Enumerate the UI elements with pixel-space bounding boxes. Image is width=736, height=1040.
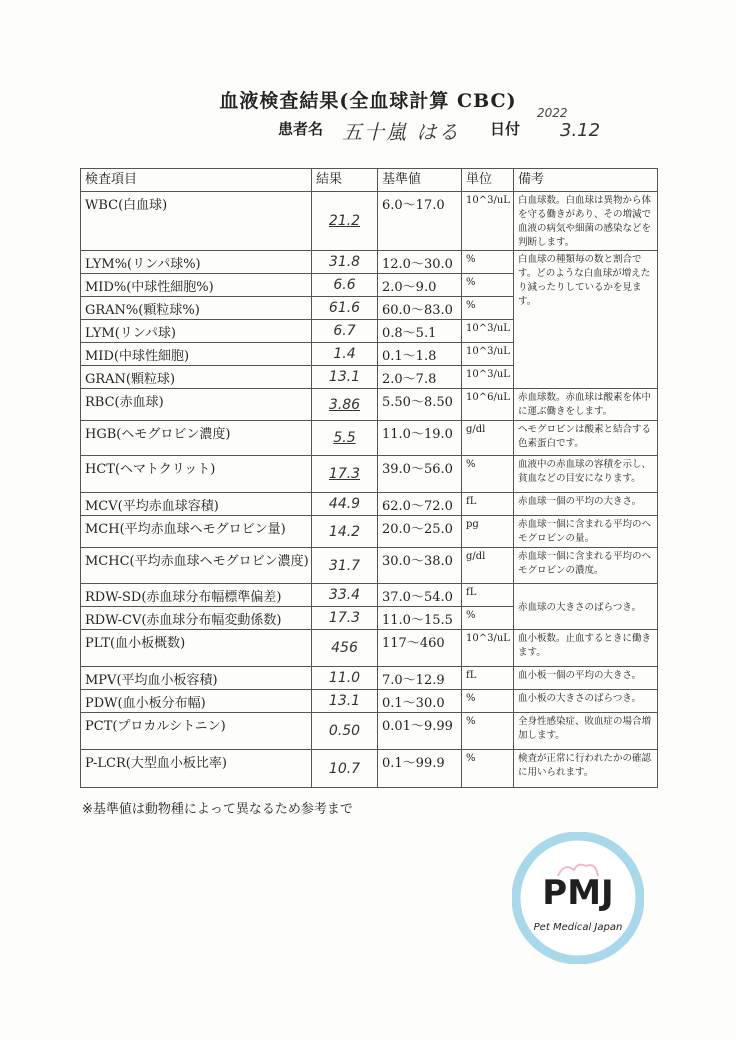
- result-cell: 11.0: [312, 667, 378, 690]
- result-value: 17.3: [328, 466, 361, 482]
- unit-cell: fL: [462, 584, 514, 607]
- date-year: 2022: [537, 106, 568, 120]
- item-cell: MID%(中球性細胞%): [81, 274, 312, 297]
- range-cell: 0.1～99.9: [378, 750, 462, 788]
- patient-name: 五十嵐 はる: [342, 120, 461, 144]
- unit-cell: %: [462, 456, 514, 493]
- result-cell: [312, 456, 378, 493]
- result-cell: 61.6: [312, 297, 378, 320]
- table-row: [81, 192, 658, 251]
- result-cell: 456: [312, 630, 378, 667]
- date-month-day: 3.12: [560, 120, 601, 141]
- result-cell: 31.7: [312, 548, 378, 584]
- unit-cell: 10^3/uL: [462, 320, 514, 343]
- result-value: 3.86: [328, 396, 361, 413]
- note-cell: 血液中の赤血球の容積を示し、貧血などの目安になります。: [514, 456, 658, 493]
- result-cell: 17.3: [312, 607, 378, 630]
- header-result: 結果: [312, 169, 378, 192]
- note-cell: 赤血球の大きさのばらつき。: [514, 584, 658, 630]
- item-cell: PLT(血小板概数): [81, 630, 312, 667]
- unit-cell: %: [462, 690, 514, 713]
- result-cell: [312, 192, 378, 251]
- table-row: [81, 421, 658, 456]
- table-row: [81, 584, 658, 607]
- note-cell: 白血球の種類毎の数と割合です。どのような白血球が増えたり減ったりしているかを見ます。: [514, 251, 658, 389]
- table-row: [81, 516, 658, 548]
- note-cell: ヘモグロビンは酸素と結合する色素蛋白です。: [514, 421, 658, 456]
- unit-cell: %: [462, 713, 514, 750]
- item-cell: MPV(平均血小板容積): [81, 667, 312, 690]
- item-cell: PCT(プロカルシトニン): [81, 713, 312, 750]
- unit-cell: %: [462, 297, 514, 320]
- unit-cell: g/dl: [462, 548, 514, 584]
- note-cell: 全身性感染症、敗血症の場合増加します。: [514, 713, 658, 750]
- range-cell: 117～460: [378, 630, 462, 667]
- table-row: [81, 493, 658, 516]
- header-note: 備考: [514, 169, 658, 192]
- range-cell: 6.0～17.0: [378, 192, 462, 251]
- result-cell: 33.4: [312, 584, 378, 607]
- note-cell: 血小板一個の平均の大きさ。: [514, 667, 658, 690]
- header-unit: 単位: [462, 169, 514, 192]
- result-cell: 6.6: [312, 274, 378, 297]
- result-cell: 0.50: [312, 713, 378, 750]
- item-cell: MCHC(平均赤血球ヘモグロビン濃度): [81, 548, 312, 584]
- unit-cell: 10^3/uL: [462, 630, 514, 667]
- item-cell: MCH(平均赤血球ヘモグロビン量): [81, 516, 312, 548]
- header-item: 検査項目: [81, 169, 312, 192]
- range-cell: 11.0～19.0: [378, 421, 462, 456]
- range-cell: 39.0～56.0: [378, 456, 462, 493]
- result-value: 21.2: [328, 213, 361, 229]
- table-row: [81, 690, 658, 713]
- result-cell: [312, 421, 378, 456]
- unit-cell: %: [462, 274, 514, 297]
- unit-cell: 10^6/uL: [462, 389, 514, 421]
- range-cell: 2.0～7.8: [378, 366, 462, 389]
- item-cell: HCT(ヘマトクリット): [81, 456, 312, 493]
- note-cell: 白血球数。白血球は異物から体を守る働きがあり、その増減で血液の病気や細菌の感染などを判断します。: [514, 192, 658, 251]
- unit-cell: 10^3/uL: [462, 192, 514, 251]
- reference-footnote: ※基準値は動物種によって異なるため参考まで: [82, 802, 353, 817]
- range-cell: 12.0～30.0: [378, 251, 462, 274]
- item-cell: RDW-SD(赤血球分布幅標準偏差): [81, 584, 312, 607]
- result-cell: 14.2: [312, 516, 378, 548]
- range-cell: 0.01～9.99: [378, 713, 462, 750]
- unit-cell: %: [462, 251, 514, 274]
- unit-cell: fL: [462, 667, 514, 690]
- range-cell: 2.0～9.0: [378, 274, 462, 297]
- range-cell: 11.0～15.5: [378, 607, 462, 630]
- table-header-row: [81, 169, 658, 192]
- range-cell: 60.0～83.0: [378, 297, 462, 320]
- item-cell: PDW(血小板分布幅): [81, 690, 312, 713]
- unit-cell: pg: [462, 516, 514, 548]
- result-value: 5.5: [333, 430, 356, 446]
- table-row: [81, 251, 658, 274]
- result-cell: 10.7: [312, 750, 378, 788]
- table-row: [81, 667, 658, 690]
- result-cell: 13.1: [312, 366, 378, 389]
- table-row: [81, 548, 658, 584]
- range-cell: 0.1～30.0: [378, 690, 462, 713]
- item-cell: HGB(ヘモグロビン濃度): [81, 421, 312, 456]
- table-row: [81, 713, 658, 750]
- logo-text: PMJ: [542, 873, 614, 913]
- table-row: [81, 750, 658, 788]
- range-cell: 5.50～8.50: [378, 389, 462, 421]
- range-cell: 20.0～25.0: [378, 516, 462, 548]
- header-range: 基準値: [378, 169, 462, 192]
- unit-cell: %: [462, 607, 514, 630]
- range-cell: 7.0～12.9: [378, 667, 462, 690]
- item-cell: WBC(白血球): [81, 192, 312, 251]
- range-cell: 37.0～54.0: [378, 584, 462, 607]
- result-cell: 13.1: [312, 690, 378, 713]
- item-cell: MID(中球性細胞): [81, 343, 312, 366]
- range-cell: 30.0～38.0: [378, 548, 462, 584]
- result-cell: [312, 389, 378, 421]
- note-cell: 血小板の大きさのばらつき。: [514, 690, 658, 713]
- patient-label: 患者名: [278, 120, 324, 138]
- item-cell: MCV(平均赤血球容積): [81, 493, 312, 516]
- range-cell: 0.1～1.8: [378, 343, 462, 366]
- unit-cell: g/dl: [462, 421, 514, 456]
- result-cell: 6.7: [312, 320, 378, 343]
- item-cell: GRAN(顆粒球): [81, 366, 312, 389]
- item-cell: LYM(リンパ球): [81, 320, 312, 343]
- pmj-logo: [512, 832, 644, 964]
- result-cell: 44.9: [312, 493, 378, 516]
- unit-cell: fL: [462, 493, 514, 516]
- table-row: [81, 630, 658, 667]
- unit-cell: %: [462, 750, 514, 788]
- note-cell: 血小板数。止血するときに働きます。: [514, 630, 658, 667]
- table-row: [81, 389, 658, 421]
- note-cell: 検査が正常に行われたかの確認に用いられます。: [514, 750, 658, 788]
- item-cell: RBC(赤血球): [81, 389, 312, 421]
- range-cell: 0.8～5.1: [378, 320, 462, 343]
- unit-cell: 10^3/uL: [462, 366, 514, 389]
- item-cell: RDW-CV(赤血球分布幅変動係数): [81, 607, 312, 630]
- note-cell: 赤血球一個に含まれる平均のヘモグロビンの濃度。: [514, 548, 658, 584]
- item-cell: LYM%(リンパ球%): [81, 251, 312, 274]
- note-cell: 赤血球数。赤血球は酸素を体中に運ぶ働きをします。: [514, 389, 658, 421]
- results-table: [80, 168, 658, 788]
- item-cell: GRAN%(顆粒球%): [81, 297, 312, 320]
- note-cell: 赤血球一個に含まれる平均のヘモグロビンの量。: [514, 516, 658, 548]
- item-cell: P-LCR(大型血小板比率): [81, 750, 312, 788]
- unit-cell: 10^3/uL: [462, 343, 514, 366]
- date-label: 日付: [490, 120, 521, 138]
- document-title: 血液検査結果(全血球計算 CBC): [219, 90, 517, 112]
- logo-subtitle: Pet Medical Japan: [533, 922, 623, 933]
- range-cell: 62.0～72.0: [378, 493, 462, 516]
- note-cell: 赤血球一個の平均の大きさ。: [514, 493, 658, 516]
- result-cell: 31.8: [312, 251, 378, 274]
- result-cell: 1.4: [312, 343, 378, 366]
- table-row: [81, 456, 658, 493]
